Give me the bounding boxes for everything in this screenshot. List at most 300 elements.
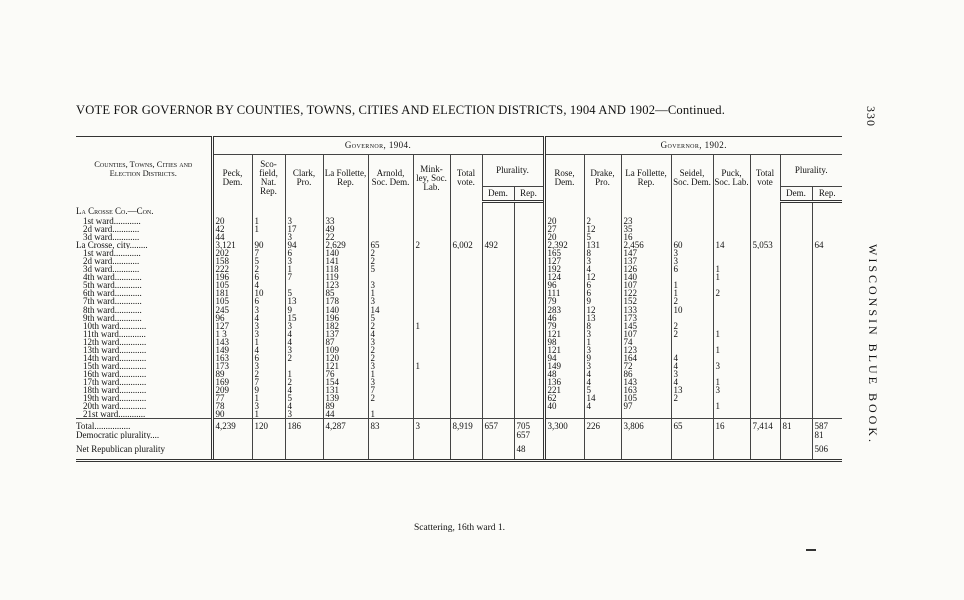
table-cell [780,370,812,378]
table-cell [750,233,780,241]
col-header-1904-4: Arnold, Soc. Dem. [368,155,413,202]
table-cell [780,386,812,394]
table-cell: 3 [252,330,285,338]
ornament-dash [806,549,816,551]
table-cell: 705 [514,419,544,432]
table-cell: 1 3 [212,330,252,338]
table-cell: 7,414 [750,419,780,432]
row-label: 6th ward............ [83,289,142,298]
plurality-subheader-3: Rep. [812,187,842,202]
total-row [76,431,842,439]
table-cell: 140 [323,306,368,314]
table-cell: 126 [621,265,671,273]
table-cell [780,297,812,305]
table-cell [514,297,544,305]
table-cell [368,225,413,233]
table-cell [750,297,780,305]
row-label: 2d ward............ [83,257,140,266]
table-cell [621,202,671,218]
table-cell [671,439,713,461]
table-cell [482,386,514,394]
table-cell [713,217,750,225]
table-cell [621,439,671,461]
table-cell: 64 [812,241,842,249]
table-cell: 1 [252,338,285,346]
table-cell [285,431,323,439]
table-cell: 121 [323,362,368,370]
table-cell [450,297,482,305]
table-cell [450,233,482,241]
table-cell [713,257,750,265]
table-cell [750,370,780,378]
table-cell: 4 [285,402,323,410]
table-cell: 1 [368,370,413,378]
table-cell [780,346,812,354]
table-cell [285,281,323,289]
table-cell: 13 [671,386,713,394]
table-cell: 3,121 [212,241,252,249]
table-cell: 2 [584,217,621,225]
table-cell: 3 [285,233,323,241]
table-cell [482,257,514,265]
table-cell [812,354,842,362]
table-cell [750,281,780,289]
table-cell: 1 [252,410,285,419]
table-cell [780,233,812,241]
table-cell [713,249,750,257]
table-cell: 657 [514,431,544,439]
table-cell: 506 [812,439,842,461]
table-cell: 97 [621,402,671,410]
table-cell: 222 [212,265,252,273]
table-row [76,273,842,281]
table-cell: 140 [621,273,671,281]
table-cell [482,378,514,386]
table-cell [514,306,544,314]
table-row [76,306,842,314]
table-cell [413,225,450,233]
table-cell [812,402,842,410]
table-cell: 4 [368,330,413,338]
table-cell: 60 [671,241,713,249]
table-cell: 9 [252,386,285,394]
table-cell: 48 [514,439,544,461]
table-cell [713,225,750,233]
table-cell: 8 [584,322,621,330]
table-cell: 2,456 [621,241,671,249]
table-cell [812,289,842,297]
table-cell [780,289,812,297]
table-cell [812,233,842,241]
table-cell [780,241,812,249]
table-cell [368,273,413,281]
table-cell [812,249,842,257]
table-cell: 89 [323,402,368,410]
table-row [76,281,842,289]
table-row [76,338,842,346]
table-cell: 6 [671,265,713,273]
table-cell [413,402,450,410]
table-cell [212,431,252,439]
stub-header: Counties, Towns, Cities and Election Districts. [76,137,212,202]
table-cell: 123 [323,281,368,289]
table-cell [780,265,812,273]
table-cell: 5,053 [750,241,780,249]
table-cell [514,370,544,378]
table-cell: 3 [285,410,323,419]
table-cell: 10 [252,289,285,297]
row-label: 20th ward............ [83,402,147,411]
table-cell: 2 [252,370,285,378]
table-cell: 492 [482,241,514,249]
table-cell: 107 [621,330,671,338]
table-cell [482,314,514,322]
table-cell [285,202,323,218]
table-cell: 192 [544,265,584,273]
table-cell [780,249,812,257]
col-header-1902-2: La Follette, Rep. [621,155,671,202]
table-cell: 65 [671,419,713,432]
table-cell: 4 [252,314,285,322]
table-cell: 85 [323,289,368,297]
table-cell: 181 [212,289,252,297]
row-label: La Crosse, city........ [76,241,148,250]
table-cell [450,257,482,265]
table-cell: 1 [368,289,413,297]
table-cell [812,225,842,233]
table-cell: 98 [544,338,584,346]
table-cell: 2 [671,394,713,402]
table-cell [812,330,842,338]
table-cell [413,306,450,314]
table-cell: 5 [285,289,323,297]
table-row [76,265,842,273]
table-cell [780,394,812,402]
table-cell [482,273,514,281]
table-cell: 1 [713,346,750,354]
table-cell: 3 [368,297,413,305]
table-cell [750,386,780,394]
table-cell [514,273,544,281]
table-cell: 1 [285,370,323,378]
table-cell [713,410,750,419]
table-cell: 120 [323,354,368,362]
table-cell [713,394,750,402]
table-cell: 9 [584,354,621,362]
col-header-1904-1: Sco- field, Nat. Rep. [252,155,285,202]
table-cell [450,281,482,289]
col-header-1902-3: Seidel, Soc. Dem. [671,155,713,202]
table-cell: 16 [713,419,750,432]
table-cell [671,202,713,218]
table-cell [780,257,812,265]
table-cell [812,394,842,402]
table-cell [713,338,750,346]
table-cell: 44 [323,410,368,419]
table-cell: 3 [368,378,413,386]
table-cell: 4 [671,378,713,386]
table-cell [413,257,450,265]
table-cell: 3 [252,322,285,330]
table-row [76,386,842,394]
table-cell [482,370,514,378]
table-cell [482,362,514,370]
table-cell: 65 [368,241,413,249]
table-cell [514,233,544,241]
table-cell: 136 [544,378,584,386]
table-cell [750,249,780,257]
table-cell: 76 [323,370,368,378]
running-head: WISCONSIN BLUE BOOK. [866,244,880,445]
table-cell [413,281,450,289]
table-cell: 3 [368,362,413,370]
table-row [76,330,842,338]
table-cell [713,354,750,362]
table-cell: 12 [584,306,621,314]
table-cell: 79 [544,297,584,305]
col-header-1904-5: Mink- ley, Soc. Lab. [413,155,450,202]
row-label: 17th ward............ [83,377,147,386]
table-cell [514,225,544,233]
table-cell [713,306,750,314]
table-cell [450,289,482,297]
table-cell: 20 [544,217,584,225]
table-cell [671,402,713,410]
col-header-1904-7: Plurality. [482,155,544,187]
table-cell: 23 [621,217,671,225]
table-cell [750,354,780,362]
table-cell: 2 [368,322,413,330]
table-cell: 1 [413,322,450,330]
table-cell: 20 [212,217,252,225]
table-cell [812,314,842,322]
table-cell [780,338,812,346]
table-cell: 283 [544,306,584,314]
table-cell: 1 [252,394,285,402]
table-cell [450,354,482,362]
table-cell [514,241,544,249]
table-cell: 8 [584,249,621,257]
table-cell: 131 [584,241,621,249]
table-cell: 143 [212,338,252,346]
table-cell: 3 [584,257,621,265]
table-cell [413,410,450,419]
table-cell: 5 [584,233,621,241]
table-cell [413,330,450,338]
table-cell [482,249,514,257]
table-cell [450,410,482,419]
table-cell: 137 [621,257,671,265]
table-cell [482,306,514,314]
table-cell: 2 [368,249,413,257]
table-cell: 4 [285,386,323,394]
table-cell: 123 [621,346,671,354]
table-cell [482,202,514,218]
table-cell [780,314,812,322]
row-label: Democratic plurality.... [76,431,160,440]
table-cell [482,289,514,297]
table-cell: 94 [285,241,323,249]
row-label: 5th ward............ [83,281,142,290]
table-cell [812,362,842,370]
table-cell: 72 [621,362,671,370]
table-cell [212,202,252,218]
table-cell [252,233,285,241]
table-cell: 5 [285,394,323,402]
table-cell [514,314,544,322]
table-cell: 2 [252,265,285,273]
table-row [76,346,842,354]
table-cell: 4 [285,338,323,346]
table-cell: 2 [368,257,413,265]
table-cell: 13 [285,297,323,305]
table-cell: 77 [212,394,252,402]
table-cell [482,439,514,461]
table-cell [750,431,780,439]
table-cell [713,233,750,241]
table-cell [482,322,514,330]
table-cell [780,225,812,233]
table-cell: 6 [285,249,323,257]
table-cell [812,217,842,225]
table-cell [750,225,780,233]
table-cell: 4 [671,354,713,362]
table-cell [780,410,812,419]
table-cell: 105 [621,394,671,402]
table-cell: 94 [544,354,584,362]
table-cell: 14 [368,306,413,314]
table-cell [713,281,750,289]
table-cell: 127 [544,257,584,265]
table-cell [750,202,780,218]
table-cell: 169 [212,378,252,386]
table-cell [514,281,544,289]
table-cell [482,354,514,362]
table-cell [812,386,842,394]
table-cell: 3,806 [621,419,671,432]
table-cell [671,217,713,225]
table-cell [544,431,584,439]
table-cell [450,346,482,354]
table-row [76,314,842,322]
table-cell: 79 [544,322,584,330]
table-cell: 4 [584,402,621,410]
table-cell [780,330,812,338]
table-cell: 90 [212,410,252,419]
table-cell: 111 [544,289,584,297]
table-row [76,362,842,370]
table-cell [450,330,482,338]
table-cell [482,402,514,410]
table-cell: 1 [713,265,750,273]
table-cell: 2 [285,354,323,362]
table-cell [368,439,413,461]
table-cell: 133 [621,306,671,314]
table-cell: 3 [368,338,413,346]
table-cell [482,265,514,273]
table-cell [671,410,713,419]
table-cell: 4 [671,362,713,370]
table-cell: 6 [584,281,621,289]
table-cell: 105 [212,281,252,289]
table-cell [812,338,842,346]
table-cell: 4 [584,265,621,273]
table-cell [514,386,544,394]
table-cell: 9 [285,306,323,314]
table-cell: 3 [252,362,285,370]
table-cell: 96 [212,314,252,322]
table-cell: 3 [584,330,621,338]
table-cell: 89 [212,370,252,378]
row-label: La Crosse Co.—Con. [76,205,154,216]
table-cell [713,314,750,322]
plurality-subheader-1: Rep. [514,187,544,202]
row-label: 7th ward............ [83,297,142,306]
table-cell: 2 [413,241,450,249]
table-cell: 587 [812,419,842,432]
table-cell [750,330,780,338]
table-cell [812,297,842,305]
row-label: 19th ward............ [83,394,147,403]
table-cell [413,378,450,386]
row-label: 15th ward............ [83,361,147,370]
table-row [76,297,842,305]
table-cell: 12 [584,273,621,281]
table-cell [514,338,544,346]
table-cell: 121 [544,330,584,338]
table-cell: 2 [671,322,713,330]
table-cell: 3 [671,249,713,257]
table-cell: 165 [544,249,584,257]
row-label: Net Republican plurality [76,439,212,461]
table-cell: 127 [212,322,252,330]
table-cell: 5 [252,257,285,265]
table-cell: 3 [252,306,285,314]
row-label: 2d ward............ [83,225,140,234]
table-cell [671,431,713,439]
table-cell: 178 [323,297,368,305]
group-header-1902: Governor, 1902. [544,137,842,155]
table-cell [812,257,842,265]
table-cell [413,297,450,305]
table-cell: 5 [368,265,413,273]
table-cell: 49 [323,225,368,233]
table-cell: 3 [671,370,713,378]
table-cell: 182 [323,322,368,330]
table-cell: 1 [252,217,285,225]
table-cell [750,265,780,273]
table-cell [780,431,812,439]
table-cell [780,306,812,314]
table-cell: 15 [285,314,323,322]
table-cell [780,273,812,281]
table-cell: 3 [285,346,323,354]
table-cell [812,346,842,354]
table-row [76,402,842,410]
table-cell [514,289,544,297]
table-cell [713,297,750,305]
table-cell [368,202,413,218]
table-cell: 657 [482,419,514,432]
table-cell: 173 [212,362,252,370]
table-cell [671,346,713,354]
table-cell [482,233,514,241]
table-cell [450,394,482,402]
table-cell: 140 [323,249,368,257]
table-cell [514,346,544,354]
table-row [76,370,842,378]
table-cell [780,202,812,218]
